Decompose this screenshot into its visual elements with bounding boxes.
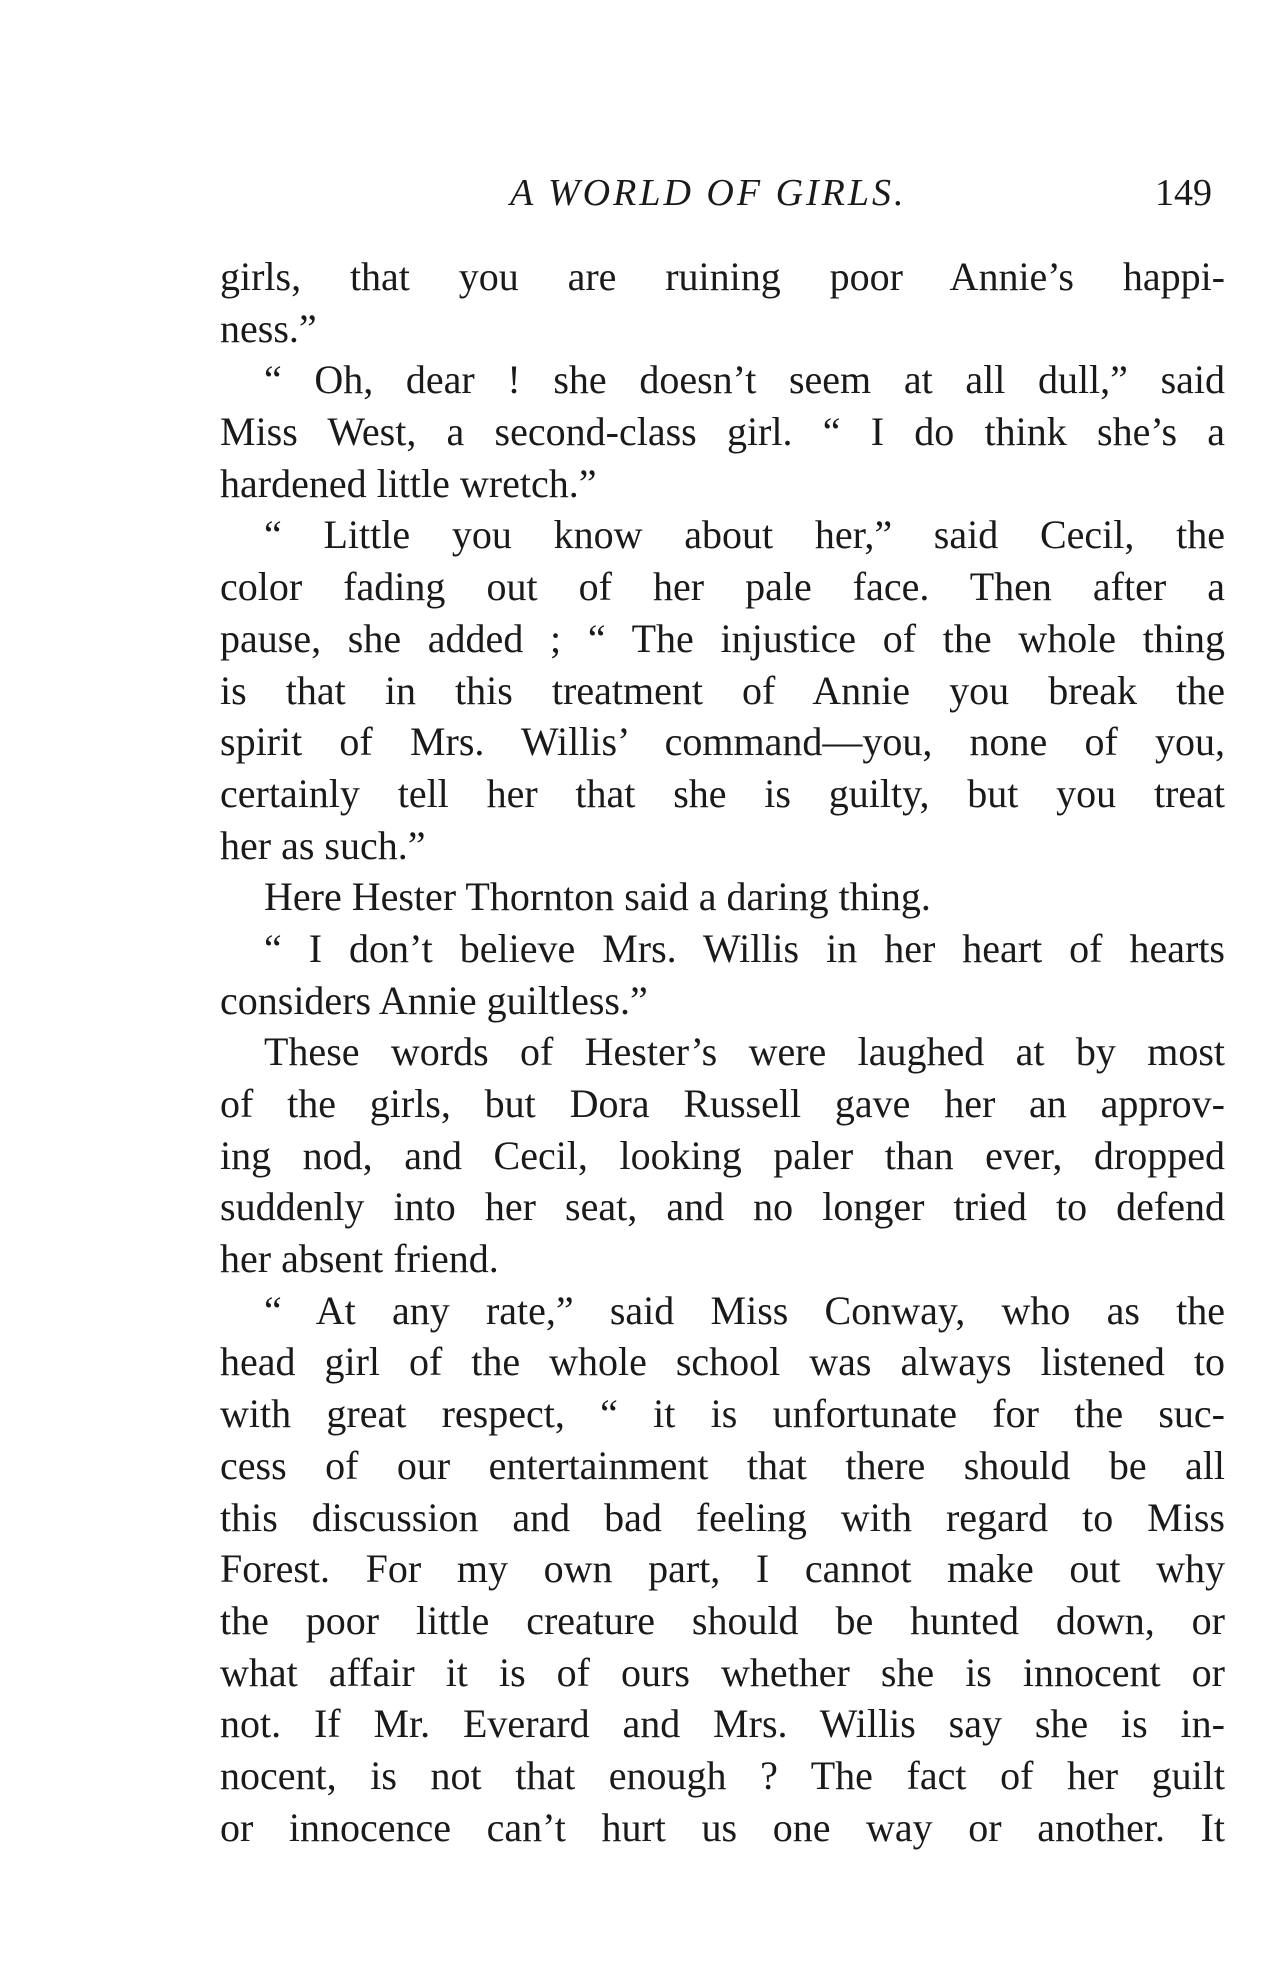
text-line: suddenly into her seat, and no longer tried to defend	[220, 1184, 1225, 1230]
text-line: this discussion and bad feeling with regard to Miss	[220, 1494, 1225, 1540]
text-line: not. If Mr. Everard and Mrs. Willis say she is in-	[220, 1701, 1225, 1747]
running-header	[0, 168, 1277, 218]
paragraph	[220, 1026, 1225, 1284]
text-line: nocent, is not that enough ? The fact of her guilt	[220, 1752, 1225, 1798]
paragraph	[220, 1285, 1225, 1854]
text-line: her as such.”	[220, 822, 426, 868]
text-line: “ At any rate,” said Miss Conway, who as the	[264, 1287, 1225, 1333]
running-title: A WORLD OF GIRLS.	[510, 172, 907, 214]
text-line: “ Little you know about her,” said Cecil, the	[264, 512, 1225, 558]
text-line: the poor little creature should be hunted down, or	[220, 1597, 1225, 1643]
text-line: with great respect, “ it is unfortunate for the suc-	[220, 1391, 1225, 1437]
text-line: is that in this treatment of Annie you break the	[220, 667, 1225, 713]
text-line: pause, she added ; “ The injustice of the whole thing	[220, 615, 1225, 661]
paragraph	[220, 923, 1225, 1026]
page-number: 149	[1155, 172, 1212, 214]
paragraph	[220, 871, 1225, 923]
text-line: ness.”	[220, 305, 317, 351]
text-line: hardened little wretch.”	[220, 460, 597, 506]
text-line: what affair it is of ours whether she is innocent or	[220, 1649, 1225, 1695]
text-line: or innocence can’t hurt us one way or another. It	[220, 1804, 1225, 1850]
page-body	[220, 251, 1225, 1853]
paragraph	[220, 251, 1225, 354]
paragraph	[220, 354, 1225, 509]
text-line: considers Annie guiltless.”	[220, 977, 648, 1023]
text-line: color fading out of her pale face. Then after a	[220, 564, 1225, 610]
text-line: ing nod, and Cecil, looking paler than ever, dropped	[220, 1132, 1225, 1178]
text-line: “ Oh, dear ! she doesn’t seem at all dull,” said	[264, 357, 1225, 403]
text-line: of the girls, but Dora Russell gave her an approv-	[220, 1081, 1225, 1126]
text-line: These words of Hester’s were laughed at by most	[264, 1029, 1225, 1075]
text-line: head girl of the whole school was always listened to	[220, 1339, 1225, 1385]
text-line: “ I don’t believe Mrs. Willis in her heart of hearts	[264, 925, 1225, 971]
text-line: Here Hester Thornton said a daring thing.	[264, 874, 931, 920]
text-line: Miss West, a second-class girl. “ I do think she’s a	[220, 409, 1225, 455]
paragraph	[220, 509, 1225, 871]
text-line: girls, that you are ruining poor Annie’s happi-	[220, 254, 1225, 299]
text-line: her absent friend.	[220, 1236, 499, 1282]
text-line: cess of our entertainment that there should be all	[220, 1442, 1225, 1488]
text-line: spirit of Mrs. Willis’ command—you, none of you,	[220, 719, 1225, 765]
text-line: certainly tell her that she is guilty, but you treat	[220, 770, 1225, 816]
text-line: Forest. For my own part, I cannot make out why	[220, 1546, 1225, 1592]
